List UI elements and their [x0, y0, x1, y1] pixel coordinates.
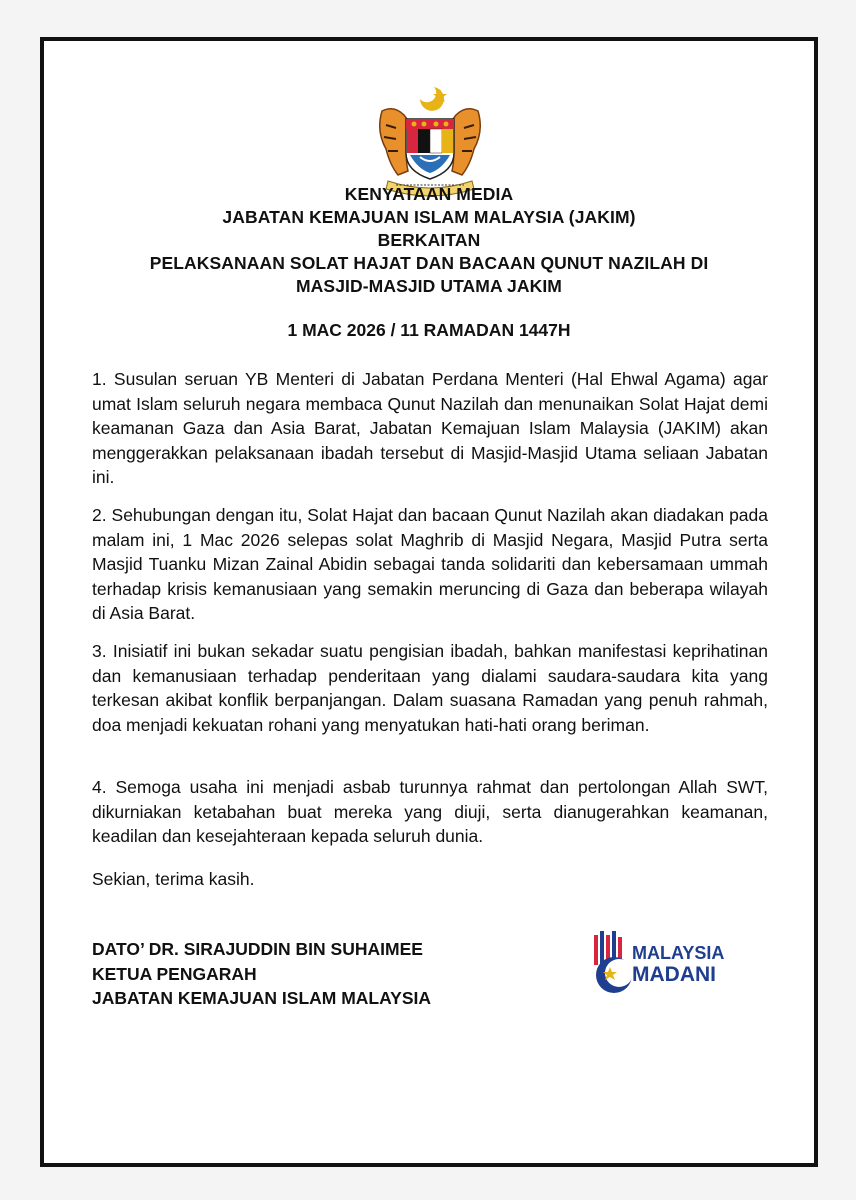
signatory-name: DATO’ DR. SIRAJUDDIN BIN SUHAIMEE	[92, 939, 423, 959]
closing-line: Sekian, terima kasih.	[92, 869, 255, 889]
heading-line-3: BERKAITAN	[377, 230, 481, 250]
signatory-title: KETUA PENGARAH	[92, 963, 257, 984]
heading-line-1: KENYATAAN MEDIA	[344, 184, 514, 204]
signatory-department: JABATAN KEMAJUAN ISLAM MALAYSIA	[92, 988, 431, 1008]
paragraph-4: 4. Semoga usaha ini menjadi asbab turunnya rahmat dan pertolongan Allah SWT, dikurniakan ketabahan buat mereka yang diuji, serta dianugerahkan keamanan, keadilan dan kesejahteraan kepada seluruh dunia.	[92, 777, 768, 846]
statement-heading	[44, 183, 814, 298]
malaysia-madani-logo-icon	[592, 929, 732, 1001]
madani-logo-text-top: MALAYSIA	[632, 943, 725, 963]
statement-date: 1 MAC 2026 / 11 RAMADAN 1447H	[287, 320, 571, 340]
madani-logo-text-bottom: MADANI	[632, 963, 716, 986]
press-statement-document	[40, 37, 818, 1167]
signature-block	[92, 937, 431, 1011]
heading-line-5: MASJID-MASJID UTAMA JAKIM	[296, 276, 562, 296]
paragraph-2: 2. Sehubungan dengan itu, Solat Hajat dan bacaan Qunut Nazilah akan diadakan pada malam ini, 1 Mac 2026 selepas solat Maghrib di Masjid Negara, Masjid Putra serta Masjid Tuanku Mizan Zainal Abidin sebagai tanda solidariti dan kebersamaan ummah terhadap krisis kemanusiaan yang semakin meruncing di Gaza dan beberapa wilayah di Asia Barat.	[92, 505, 768, 623]
paragraph-3: 3. Inisiatif ini bukan sekadar suatu pengisian ibadah, bahkan manifestasi keprihatinan dan kemanusiaan terhadap penderitaan yang dialami saudara-saudara kita yang terkesan akibat konflik berpanjangan. Dalam suasana Ramadan yang penuh rahmah, doa menjadi kekuatan rohani yang menyatukan hati-hati orang beriman.	[92, 641, 768, 735]
heading-line-4: PELAKSANAAN SOLAT HAJAT DAN BACAAN QUNUT NAZILAH DI	[149, 253, 709, 273]
paragraph-1: 1. Susulan seruan YB Menteri di Jabatan Perdana Menteri (Hal Ehwal Agama) agar umat Islam seluruh negara membaca Qunut Nazilah dan menunaikan Solat Hajat demi keamanan Gaza dan Asia Barat, Jabatan Kemajuan Islam Malaysia (JAKIM) akan menggerakkan pelaksanaan ibadah tersebut di Masjid-Masjid Utama seliaan Jabatan ini.	[92, 369, 768, 487]
heading-line-2: JABATAN KEMAJUAN ISLAM MALAYSIA (JAKIM)	[222, 207, 636, 227]
